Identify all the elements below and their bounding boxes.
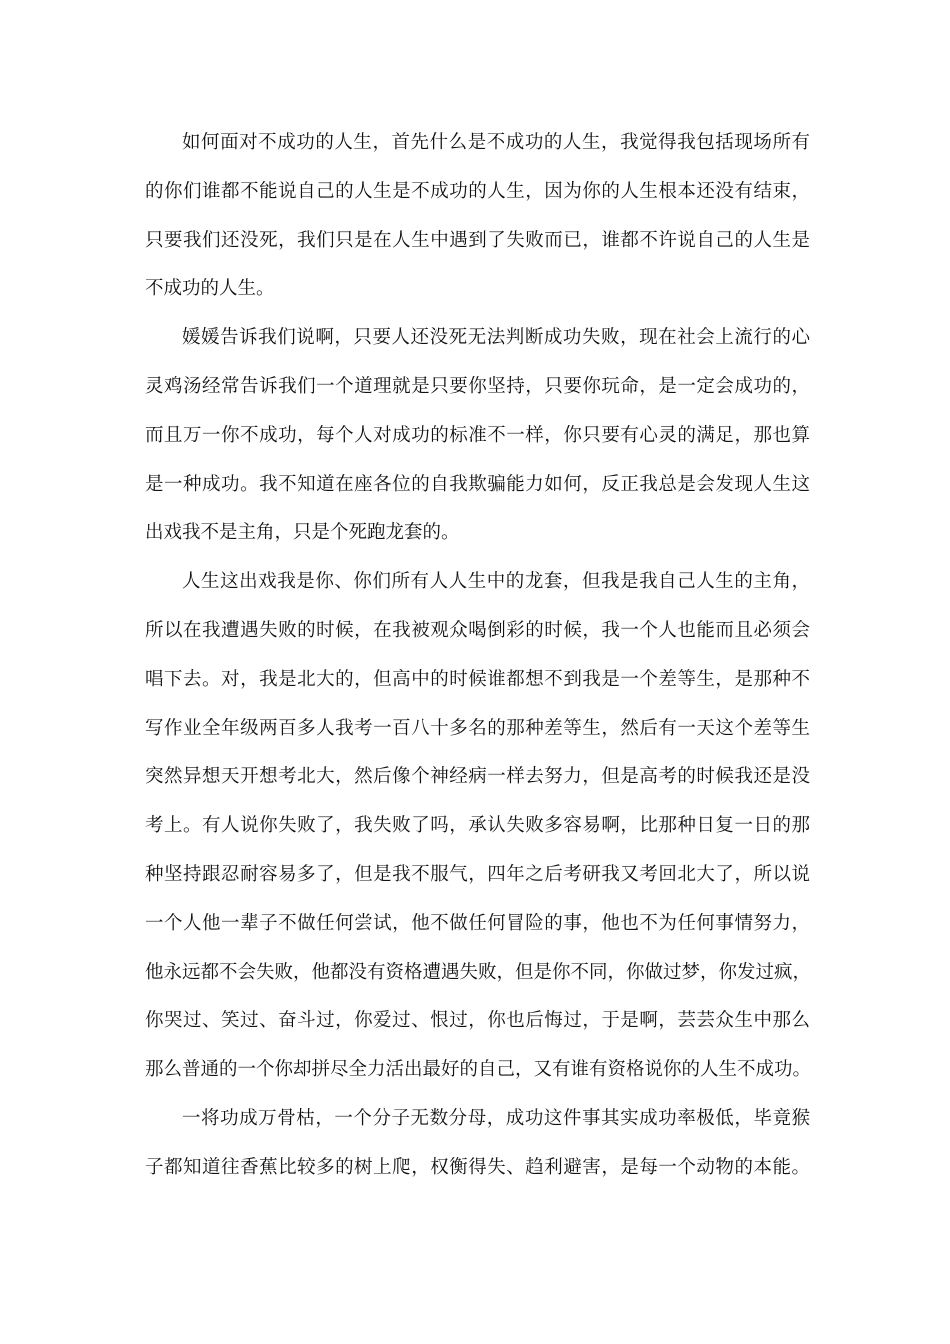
text-line: 只要我们还没死，我们只是在人生中遇到了失败而已，谁都不许说自己的人生是 (145, 229, 810, 251)
text-line: 一将功成万骨枯，一个分子无数分母，成功这件事其实成功率极低，毕竟猴 (182, 1107, 810, 1129)
text-line: 他永远都不会失败，他都没有资格遭遇失败，但是你不同，你做过梦，你发过疯， (145, 961, 812, 983)
text-line: 种坚持跟忍耐容易多了，但是我不服气，四年之后考研我又考回北大了，所以说 (145, 863, 810, 885)
text-line: 如何面对不成功的人生，首先什么是不成功的人生，我觉得我包括现场所有 (182, 132, 810, 153)
text-line: 不成功的人生。 (145, 278, 275, 300)
text-line: 人生这出戏我是你、你们所有人人生中的龙套，但我是我自己人生的主角， (182, 571, 810, 593)
text-line: 唱下去。对，我是北大的，但高中的时候谁都想不到我是一个差等生，是那种不 (145, 668, 810, 690)
text-line: 是一种成功。我不知道在座各位的自我欺骗能力如何，反正我总是会发现人生这 (145, 473, 810, 495)
text-line: 出戏我不是主角，只是个死跑龙套的。 (145, 522, 460, 544)
text-line: 子都知道往香蕉比较多的树上爬，权衡得失、趋利避害，是每一个动物的本能。 (145, 1156, 810, 1178)
text-line: 而且万一你不成功，每个人对成功的标准不一样，你只要有心灵的满足，那也算 (145, 424, 810, 446)
text-line: 媛媛告诉我们说啊，只要人还没死无法判断成功失败，现在社会上流行的心 (182, 327, 810, 349)
text-line: 考上。有人说你失败了，我失败了吗，承认失败多容易啊，比那种日复一日的那 (145, 815, 810, 837)
text-line: 突然异想天开想考北大，然后像个神经病一样去努力，但是高考的时候我还是没 (145, 766, 810, 788)
text-line: 一个人他一辈子不做任何尝试，他不做任何冒险的事，他也不为任何事情努力， (145, 912, 810, 934)
text-line: 的你们谁都不能说自己的人生是不成功的人生，因为你的人生根本还没有结束， (145, 180, 810, 202)
document-body (145, 119, 810, 1193)
text-line: 灵鸡汤经常告诉我们一个道理就是只要你坚持，只要你玩命，是一定会成功的， (145, 375, 810, 397)
text-line: 所以在我遭遇失败的时候，在我被观众喝倒彩的时候，我一个人也能而且必须会 (145, 619, 810, 641)
text-line: 那么普通的一个你却拼尽全力活出最好的自己，又有谁有资格说你的人生不成功。 (145, 1059, 812, 1081)
text-line: 你哭过、笑过、奋斗过，你爱过、恨过，你也后悔过，于是啊，芸芸众生中那么 (145, 1010, 810, 1032)
text-line: 写作业全年级两百多人我考一百八十多名的那种差等生，然后有一天这个差等生 (145, 717, 810, 739)
